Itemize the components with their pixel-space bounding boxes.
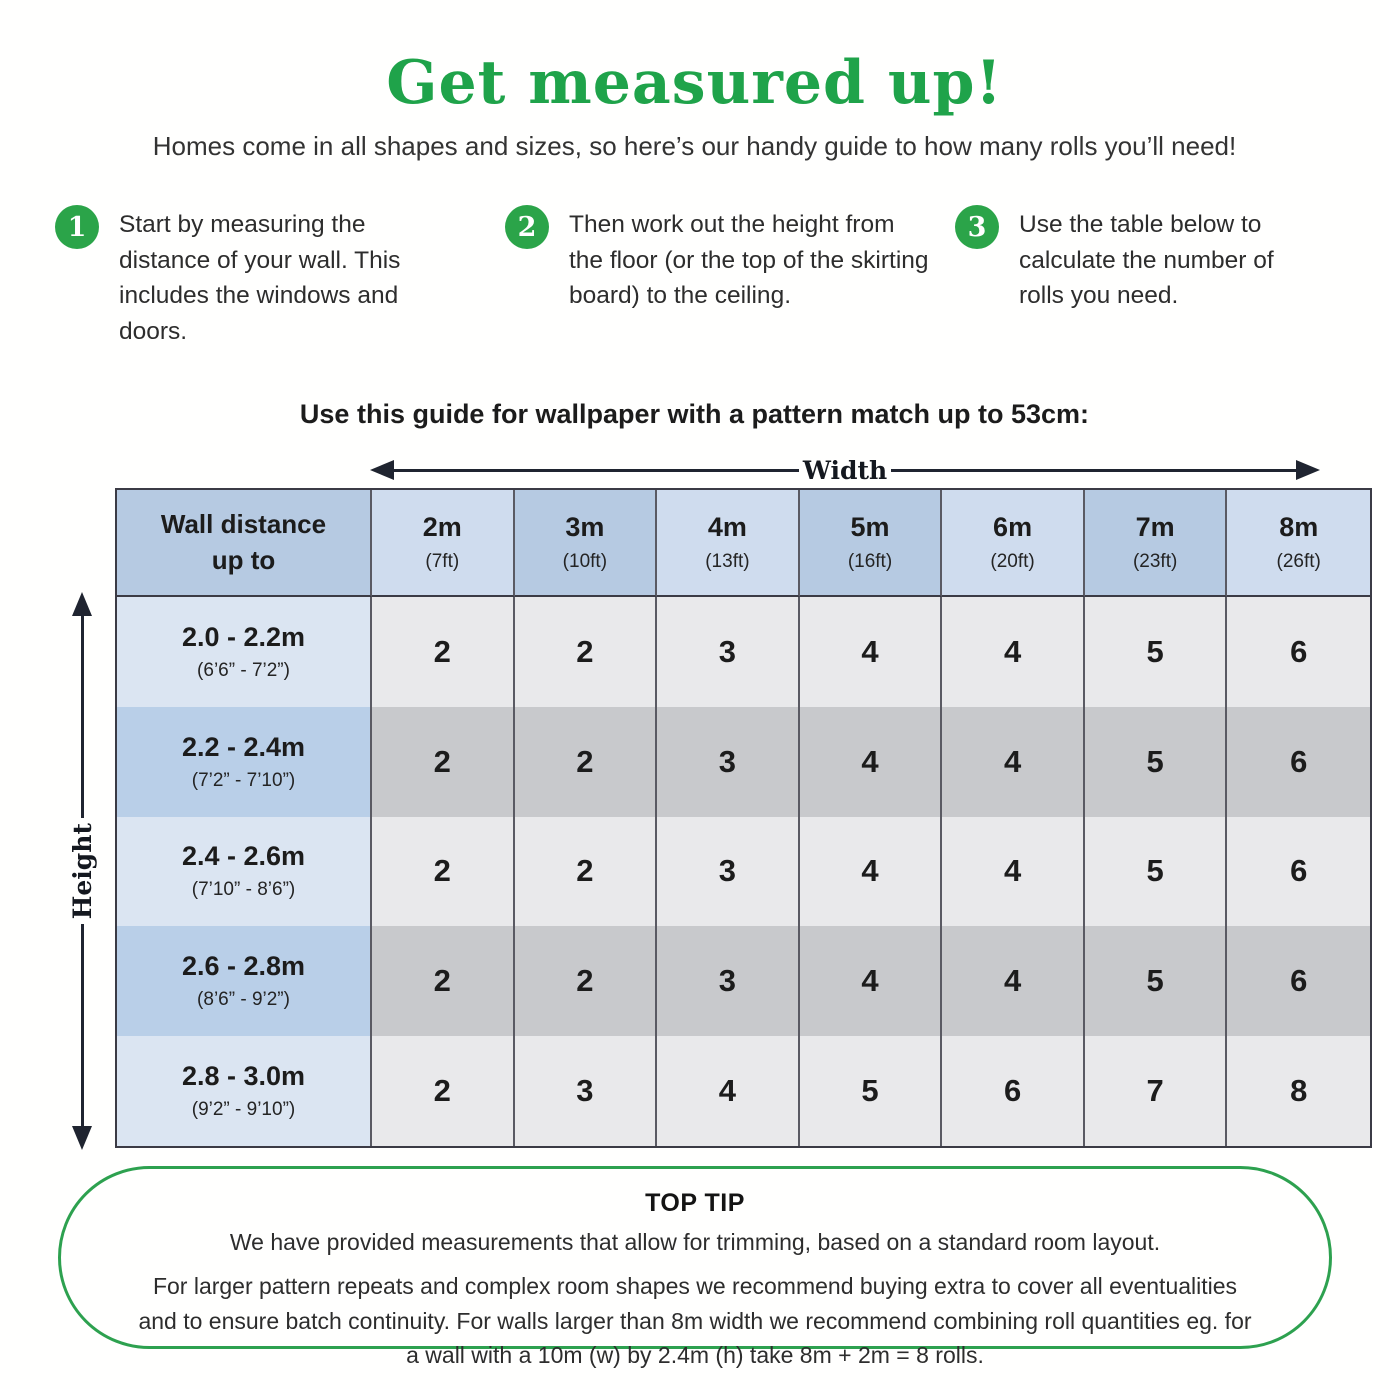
table-cell: 5 [1085,926,1228,1036]
table-cell: 3 [657,707,800,817]
top-tip-line-2: For larger pattern repeats and complex room shapes we recommend buying extra to cover all eventualities and to ensure batch continuity. For walls larger than 8m width we recommend combining roll quantities eg. for a wall with a 10m (w) by 2.4m (h) take 8m + 2m = 8 rolls. [138,1273,1252,1368]
steps-row [55,205,1345,349]
table-cell: 2 [372,597,515,707]
step-2 [505,205,955,349]
step-3-text: Use the table below to calculate the number of rolls you need. [1019,211,1274,310]
width-axis-label: Width [802,455,888,485]
row-label-2.8-3.0: 2.8 - 3.0m (9’2” - 9’10”) [117,1036,372,1146]
table-cell: 4 [800,926,943,1036]
row-label-2.2-2.4: 2.2 - 2.4m (7’2” - 7’10”) [117,707,372,817]
table-cell: 5 [1085,707,1228,817]
table-cell: 2 [515,597,658,707]
table-cell: 6 [942,1036,1085,1146]
table-cell: 4 [942,817,1085,927]
row-label-2.0-2.2: 2.0 - 2.2m (6’6” - 7’2”) [117,597,372,707]
table-cell: 3 [657,817,800,927]
row-label-2.4-2.6: 2.4 - 2.6m (7’10” - 8’6”) [117,817,372,927]
pattern-match-note: Use this guide for wallpaper with a pattern match up to 53cm: [299,399,1090,429]
column-header-4m: 4m (13ft) [657,490,800,597]
table-cell: 3 [657,597,800,707]
top-tip-title: TOP TIP [645,1189,745,1217]
step-3-number-badge: 3 [955,205,999,249]
table-cell: 4 [942,707,1085,817]
table-cell: 3 [657,926,800,1036]
table-cell: 4 [800,817,943,927]
top-tip-line-1: We have provided measurements that allow for trimming, based on a standard room layout. [229,1229,1161,1255]
table-cell: 6 [1227,817,1370,927]
roll-quantity-table [115,488,1372,1148]
table-cell: 5 [800,1036,943,1146]
step-2-number-badge: 2 [505,205,549,249]
column-header-3m: 3m (10ft) [515,490,658,597]
table-cell: 3 [515,1036,658,1146]
table-cell: 6 [1227,707,1370,817]
table-cell: 4 [800,597,943,707]
height-axis-arrow [60,592,104,1150]
column-header-6m: 6m (20ft) [942,490,1085,597]
row-label-2.6-2.8: 2.6 - 2.8m (8’6” - 9’2”) [117,926,372,1036]
table-cell: 2 [372,1036,515,1146]
width-axis-arrow [370,456,1320,484]
table-cell: 2 [372,707,515,817]
page-subtitle: Homes come in all shapes and sizes, so here’s our handy guide to how many rolls you’ll need! [152,131,1237,161]
step-1-number-badge: 1 [55,205,99,249]
step-3 [955,205,1345,349]
table-cell: 2 [515,707,658,817]
arrow-up-icon [72,592,92,616]
column-header-5m: 5m (16ft) [800,490,943,597]
column-header-8m: 8m (26ft) [1227,490,1370,597]
table-cell: 7 [1085,1036,1228,1146]
arrow-down-icon [72,1126,92,1150]
table-cell: 2 [515,926,658,1036]
table-cell: 2 [372,926,515,1036]
column-header-2m: 2m (7ft) [372,490,515,597]
step-1 [55,205,505,349]
top-tip-box [58,1166,1332,1368]
step-2-text: Then work out the height from the floor (or the top of the skirting board) to the ceiling. [569,211,929,310]
table-cell: 6 [1227,597,1370,707]
table-cell: 4 [657,1036,800,1146]
table-cell: 4 [942,926,1085,1036]
arrow-left-icon [370,460,394,480]
table-cell: 6 [1227,926,1370,1036]
table-cell: 4 [800,707,943,817]
table-cell: 5 [1085,817,1228,927]
table-cell: 5 [1085,597,1228,707]
height-axis-label: Height [67,822,97,920]
table-cell: 4 [942,597,1085,707]
table-cell: 2 [372,817,515,927]
table-cell: 2 [515,817,658,927]
arrow-right-icon [1296,460,1320,480]
table-cell: 8 [1227,1036,1370,1146]
step-1-text: Start by measuring the distance of your wall. This includes the windows and doors. [119,211,401,345]
page-title: Get measured up! [386,48,1003,118]
column-header-7m: 7m (23ft) [1085,490,1228,597]
table-corner-header: Wall distance up to [117,490,372,597]
